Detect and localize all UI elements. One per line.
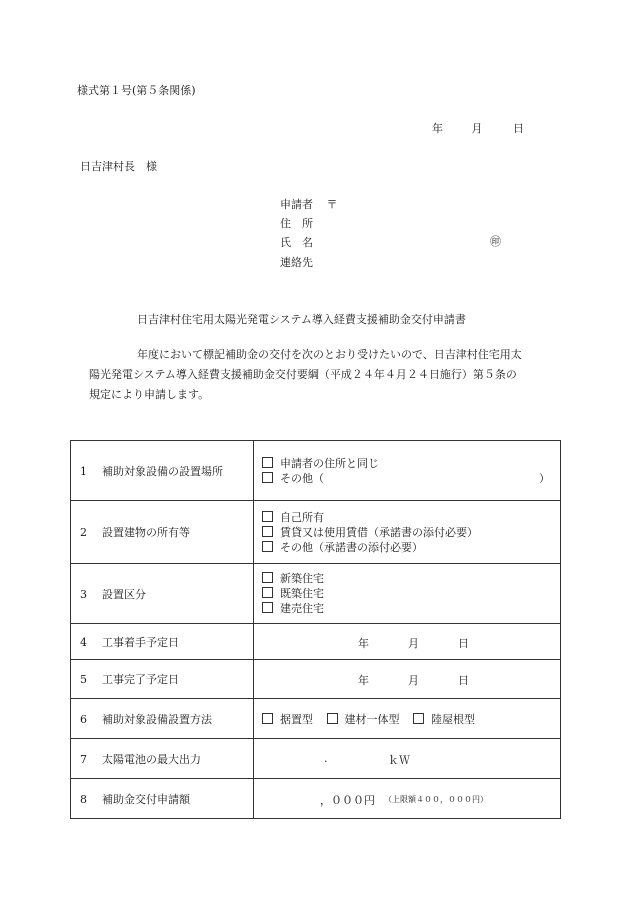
row-number: 4 bbox=[80, 635, 87, 649]
row-label: 太陽電池の最大出力 bbox=[102, 752, 201, 766]
option-label: 自己所有 bbox=[280, 510, 324, 524]
close-paren: ） bbox=[539, 471, 550, 485]
application-table bbox=[70, 440, 561, 819]
table-row bbox=[71, 699, 561, 739]
row-label: 工事完了予定日 bbox=[102, 673, 179, 686]
row-label: 工事着手予定日 bbox=[102, 635, 179, 649]
table-row bbox=[71, 441, 561, 501]
end-year: 年 bbox=[358, 674, 369, 687]
checkbox-mounted[interactable] bbox=[262, 713, 273, 724]
row-number: 8 bbox=[80, 792, 87, 806]
item-cell bbox=[71, 441, 254, 501]
table-row bbox=[71, 501, 561, 564]
row-number: 3 bbox=[80, 587, 87, 601]
end-month: 月 bbox=[408, 674, 419, 687]
option-label: その他（承諾書の添付必要） bbox=[280, 540, 423, 554]
body-paragraph bbox=[89, 345, 561, 405]
end-day: 日 bbox=[458, 674, 469, 687]
checkbox-other-ownership[interactable] bbox=[262, 541, 273, 552]
body-line-2: 陽光発電システム導入経費支援補助金交付要綱（平成２４年４月２４日施行）第５条の bbox=[89, 368, 517, 381]
document-title: 日吉津村住宅用太陽光発電システム導入経費支援補助金交付申請書 bbox=[137, 313, 466, 326]
item-cell bbox=[71, 779, 254, 819]
item-cell bbox=[71, 660, 254, 699]
applicant-row bbox=[280, 198, 338, 212]
amount-suffix: ，０００円 bbox=[320, 793, 375, 807]
row-label: 設置区分 bbox=[102, 587, 146, 601]
option-label: 賃貸又は使用賃借（承諾書の添付必要） bbox=[280, 525, 478, 539]
option-label: 申請者の住所と同じ bbox=[280, 456, 379, 470]
contact-label: 連絡先 bbox=[280, 256, 313, 269]
row-label: 補助対象設備設置方法 bbox=[102, 712, 212, 726]
checkbox-rental[interactable] bbox=[262, 526, 273, 537]
row-number: 7 bbox=[80, 752, 87, 766]
option-label: 既築住宅 bbox=[280, 587, 324, 600]
start-month: 月 bbox=[408, 636, 419, 650]
table-row bbox=[71, 624, 561, 660]
row-number: 1 bbox=[80, 464, 87, 478]
kw-unit: ｋＷ bbox=[388, 753, 410, 767]
amount-field[interactable] bbox=[254, 779, 561, 819]
item-cell bbox=[71, 699, 254, 739]
row-label: 補助対象設備の設置場所 bbox=[102, 464, 223, 478]
date-month: 月 bbox=[471, 122, 483, 135]
value-cell bbox=[254, 501, 561, 564]
checkbox-other-location[interactable] bbox=[262, 472, 273, 483]
checkbox-integrated[interactable] bbox=[327, 713, 338, 724]
max-output-field[interactable] bbox=[254, 739, 561, 779]
start-year: 年 bbox=[358, 636, 369, 650]
start-date-field[interactable] bbox=[254, 624, 561, 660]
item-cell bbox=[71, 564, 254, 624]
decimal-point: . bbox=[324, 751, 328, 765]
table-row bbox=[71, 660, 561, 699]
option-label: 建材一体型 bbox=[344, 712, 400, 726]
name-label: 氏 名 bbox=[280, 236, 313, 249]
table-row bbox=[71, 564, 561, 624]
checkbox-flat-roof[interactable] bbox=[413, 713, 424, 724]
value-cell bbox=[254, 564, 561, 624]
item-cell bbox=[71, 624, 254, 660]
checkbox-self-owned[interactable] bbox=[262, 511, 273, 522]
table-row bbox=[71, 739, 561, 779]
address-label: 住 所 bbox=[280, 217, 313, 230]
option-label: 新築住宅 bbox=[280, 572, 324, 585]
date-day: 日 bbox=[513, 122, 524, 135]
item-cell bbox=[71, 501, 254, 564]
row-label: 設置建物の所有等 bbox=[102, 526, 190, 539]
option-label: 建売住宅 bbox=[280, 602, 324, 615]
form-number-label: 様式第１号(第５条関係) bbox=[77, 84, 196, 97]
row-number: 6 bbox=[80, 712, 87, 726]
start-day: 日 bbox=[458, 636, 469, 650]
body-line-3: 規定により申請します。 bbox=[89, 388, 210, 401]
checkbox-same-address[interactable] bbox=[262, 457, 273, 468]
end-date-field[interactable] bbox=[254, 660, 561, 699]
row-number: 2 bbox=[80, 526, 87, 539]
amount-limit: （上限額４００，０００円） bbox=[384, 794, 488, 804]
addressee: 日吉津村長 様 bbox=[80, 160, 157, 173]
checkbox-ready-built[interactable] bbox=[262, 602, 273, 613]
option-label: 据置型 bbox=[280, 712, 313, 726]
item-cell bbox=[71, 739, 254, 779]
row-label: 補助金交付申請額 bbox=[102, 792, 190, 806]
checkbox-new-house[interactable] bbox=[262, 572, 273, 583]
postal-mark: 〒 bbox=[326, 198, 338, 211]
checkbox-existing-house[interactable] bbox=[262, 587, 273, 598]
option-label: 陸屋根型 bbox=[431, 712, 475, 726]
applicant-label: 申請者 bbox=[280, 198, 313, 211]
table-row bbox=[71, 779, 561, 819]
seal-mark: ㊞ bbox=[490, 235, 501, 248]
date-year: 年 bbox=[432, 122, 443, 135]
row-number: 5 bbox=[80, 673, 87, 686]
value-cell bbox=[254, 699, 561, 739]
date-line bbox=[432, 122, 524, 136]
option-label: その他（ bbox=[280, 471, 324, 485]
body-line-1: 年度において標記補助金の交付を次のとおり受けたいので、日吉津村住宅用太 bbox=[137, 348, 522, 361]
value-cell bbox=[254, 441, 561, 501]
